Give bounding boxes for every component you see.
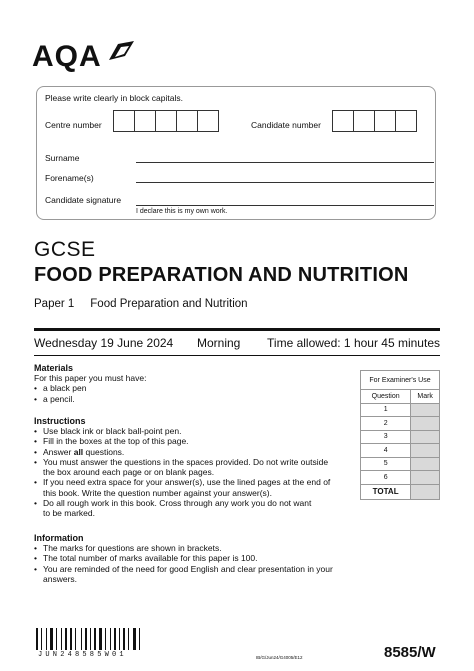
instruction-item xyxy=(34,498,330,519)
qualification-level: GCSE xyxy=(34,238,96,261)
instruction-text: questions. xyxy=(83,446,125,457)
surname-line[interactable] xyxy=(136,162,434,163)
instruction-emphasis: all xyxy=(73,446,84,457)
instruction-item xyxy=(34,477,330,498)
centre-digit-box[interactable] xyxy=(155,110,177,132)
signature-label: Candidate signature xyxy=(45,195,122,205)
information-item: • The total number of marks available for this paper is 100. xyxy=(34,553,333,563)
candidate-digit-box[interactable] xyxy=(374,110,396,132)
examiner-use-table xyxy=(360,370,440,500)
total-mark-cell[interactable] xyxy=(411,484,440,499)
question-number: 3 xyxy=(361,430,411,444)
centre-digit-box[interactable] xyxy=(197,110,219,132)
materials-item: • a black pen xyxy=(34,383,146,393)
instructions-section xyxy=(34,416,330,519)
examiner-table-title: For Examiner's Use xyxy=(361,371,440,390)
barcode-icon xyxy=(36,628,158,650)
question-number: 2 xyxy=(361,417,411,431)
centre-digit-box[interactable] xyxy=(134,110,156,132)
date-rule xyxy=(34,355,440,356)
total-label: TOTAL xyxy=(361,484,411,499)
question-number: 4 xyxy=(361,444,411,458)
forename-label: Forename(s) xyxy=(45,173,94,183)
instruction-line: If you need extra space for your answer(s), use the lined pages at the end of xyxy=(43,477,331,488)
paper-line xyxy=(34,298,248,310)
centre-number-label: Centre number xyxy=(45,120,102,130)
information-heading: Information xyxy=(34,533,84,543)
subject-title: FOOD PREPARATION AND NUTRITION xyxy=(34,264,409,286)
paper-number: Paper 1 xyxy=(34,298,75,310)
instruction-item xyxy=(34,447,330,457)
question-number: 6 xyxy=(361,471,411,485)
instruction-line: this book. Write the question number against your answer(s). xyxy=(43,487,272,498)
paper-title: Food Preparation and Nutrition xyxy=(90,298,248,310)
materials-heading: Materials xyxy=(34,363,74,373)
time-allowed: Time allowed: 1 hour 45 minutes xyxy=(267,336,440,350)
question-column-header: Question xyxy=(361,390,411,404)
instruction-item: • Fill in the boxes at the top of this page. xyxy=(34,436,330,446)
surname-label: Surname xyxy=(45,153,80,163)
aqa-logo xyxy=(32,40,136,76)
mark-cell[interactable] xyxy=(411,444,440,458)
instruction-line: to be marked. xyxy=(43,508,95,519)
block-capitals-instruction: Please write clearly in block capitals. xyxy=(45,93,183,103)
instruction-line: Do all rough work in this book. Cross through any work you do not want xyxy=(43,498,312,509)
mark-cell[interactable] xyxy=(411,403,440,417)
candidate-digit-box[interactable] xyxy=(395,110,417,132)
candidate-number-boxes[interactable] xyxy=(333,110,417,132)
question-number: 1 xyxy=(361,403,411,417)
instruction-line: You must answer the questions in the spaces provided. Do not write outside xyxy=(43,456,329,467)
instruction-item xyxy=(34,457,330,478)
exam-date: Wednesday 19 June 2024 xyxy=(34,336,174,350)
information-line: You are reminded of the need for good English and clear presentation in your xyxy=(43,563,333,574)
information-item: • The marks for questions are shown in brackets. xyxy=(34,543,333,553)
signature-line[interactable] xyxy=(136,205,434,206)
mark-cell[interactable] xyxy=(411,430,440,444)
candidate-digit-box[interactable] xyxy=(332,110,354,132)
mark-cell[interactable] xyxy=(411,471,440,485)
mark-cell[interactable] xyxy=(411,417,440,431)
specification-code: 8585/W xyxy=(384,644,436,661)
centre-number-boxes[interactable] xyxy=(114,110,219,132)
barcode-text: JUN248585W01 xyxy=(38,651,127,659)
mark-column-header: Mark xyxy=(411,390,440,404)
instruction-text: Answer xyxy=(43,446,74,457)
candidate-number-label: Candidate number xyxy=(251,120,321,130)
aqa-logo-mark-icon xyxy=(106,40,136,62)
materials-item: • a pencil. xyxy=(34,394,146,404)
materials-intro: For this paper you must have: xyxy=(34,373,147,383)
title-rule xyxy=(34,328,440,331)
materials-section xyxy=(34,363,146,404)
centre-digit-box[interactable] xyxy=(176,110,198,132)
instruction-line: the box around each page or on blank pages. xyxy=(43,467,215,478)
declaration-text: I declare this is my own work. xyxy=(136,208,228,215)
information-item xyxy=(34,564,333,585)
candidate-digit-box[interactable] xyxy=(353,110,375,132)
information-section xyxy=(34,533,333,584)
instruction-item: • Use black ink or black ball-point pen. xyxy=(34,426,330,436)
centre-digit-box[interactable] xyxy=(113,110,135,132)
instructions-heading: Instructions xyxy=(34,416,86,426)
information-line: answers. xyxy=(43,573,78,584)
mark-cell[interactable] xyxy=(411,457,440,471)
exam-date-row xyxy=(34,336,440,350)
forename-line[interactable] xyxy=(136,182,434,183)
paper-reference: IB/G/Jun24/G4005/E12 xyxy=(256,655,303,660)
logo-text: AQA xyxy=(32,40,102,73)
question-number: 5 xyxy=(361,457,411,471)
exam-session: Morning xyxy=(197,336,241,350)
